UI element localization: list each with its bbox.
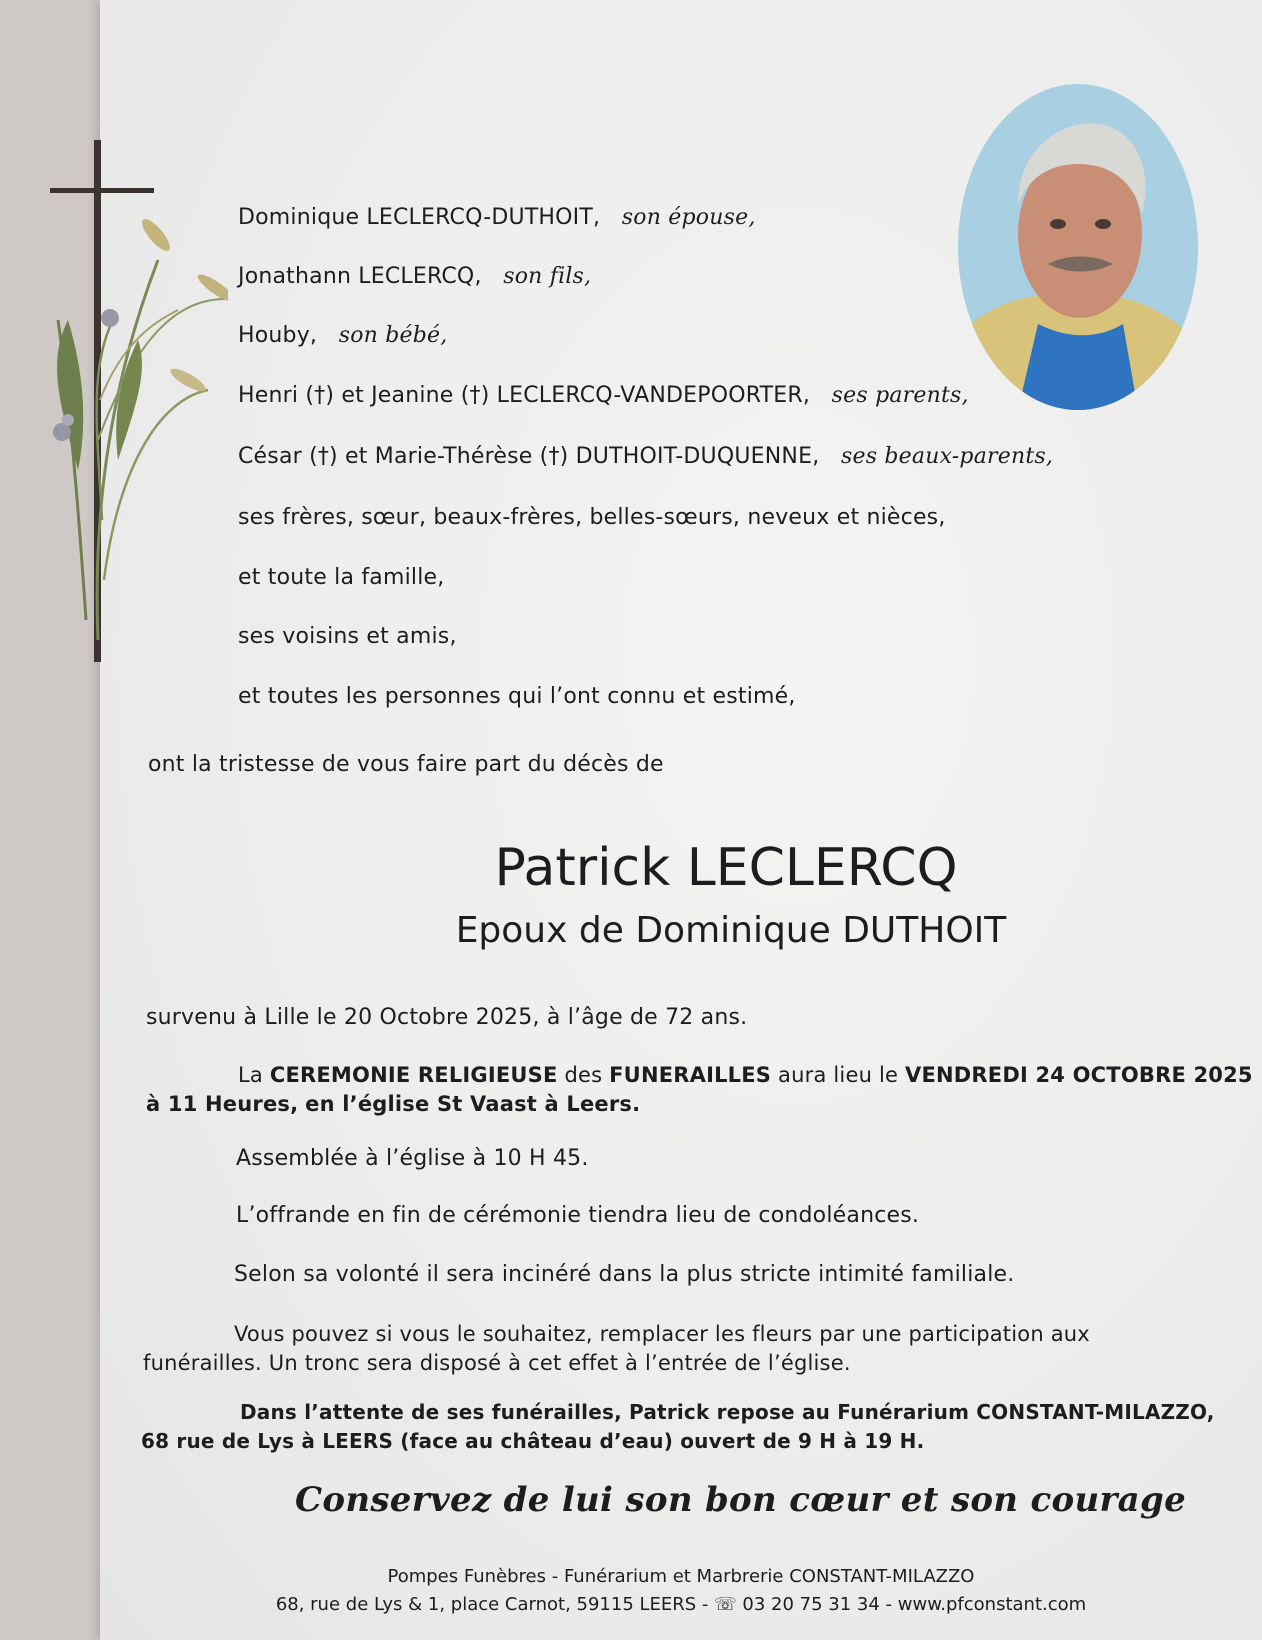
ceremony-line-2: à 11 Heures, en l’église St Vaast à Leers.	[146, 1092, 641, 1116]
rest-line-1: Dans l’attente de ses funérailles, Patrick repose au Funérarium CONSTANT-MILAZZO,	[240, 1400, 1215, 1424]
rest-line-2: 68 rue de Lys à LEERS (face au château d’eau) ouvert de 9 H à 19 H.	[141, 1429, 925, 1453]
offering-info: L’offrande en fin de cérémonie tiendra lieu de condoléances.	[236, 1203, 920, 1228]
family-extra-1: ses frères, sœur, beaux-frères, belles-sœurs, neveux et nièces,	[238, 505, 946, 530]
cremation-info: Selon sa volonté il sera incinéré dans la plus stricte intimité familiale.	[234, 1262, 1015, 1287]
flowers-line-1: Vous pouvez si vous le souhaitez, remplacer les fleurs par une participation aux	[234, 1322, 1090, 1346]
family-line-2: Jonathann LECLERCQ, son fils,	[238, 264, 592, 289]
footer-company: Pompes Funèbres - Funérarium et Marbrerie CONSTANT-MILAZZO	[387, 1566, 975, 1587]
family-extra-4: et toutes les personnes qui l’ont connu et estimé,	[238, 684, 796, 709]
family-line-4: Henri (†) et Jeanine (†) LECLERCQ-VANDEPOORTER, ses parents,	[238, 383, 969, 408]
memorial-quote: Conservez de lui son bon cœur et son courage	[295, 1480, 1187, 1520]
phone-icon: ☏	[714, 1594, 743, 1615]
family-line-1: Dominique LECLERCQ-DUTHOIT, son épouse,	[238, 205, 756, 230]
family-extra-3: ses voisins et amis,	[238, 624, 457, 649]
assembly-info: Assemblée à l’église à 10 H 45.	[236, 1146, 589, 1171]
deceased-name: Patrick LECLERCQ	[494, 838, 958, 898]
ceremony-line-1: La CEREMONIE RELIGIEUSE des FUNERAILLES aura lieu le VENDREDI 24 OCTOBRE 2025	[238, 1063, 1253, 1087]
family-line-3: Houby, son bébé,	[238, 323, 448, 348]
footer-contact: 68, rue de Lys & 1, place Carnot, 59115 LEERS - ☏ 03 20 75 31 34 - www.pfconstant.com	[275, 1594, 1087, 1615]
cross-wheat-decoration	[38, 140, 228, 700]
death-info: survenu à Lille le 20 Octobre 2025, à l’âge de 72 ans.	[146, 1005, 748, 1030]
flowers-line-2: funérailles. Un tronc sera disposé à cet effet à l’entrée de l’église.	[143, 1351, 851, 1375]
deceased-subtitle: Epoux de Dominique DUTHOIT	[455, 910, 1007, 951]
family-line-5: César (†) et Marie-Thérèse (†) DUTHOIT-DUQUENNE, ses beaux-parents,	[238, 444, 1054, 469]
deceased-photo	[958, 84, 1198, 410]
announcement: ont la tristesse de vous faire part du décès de	[148, 752, 664, 777]
family-extra-2: et toute la famille,	[238, 565, 445, 590]
